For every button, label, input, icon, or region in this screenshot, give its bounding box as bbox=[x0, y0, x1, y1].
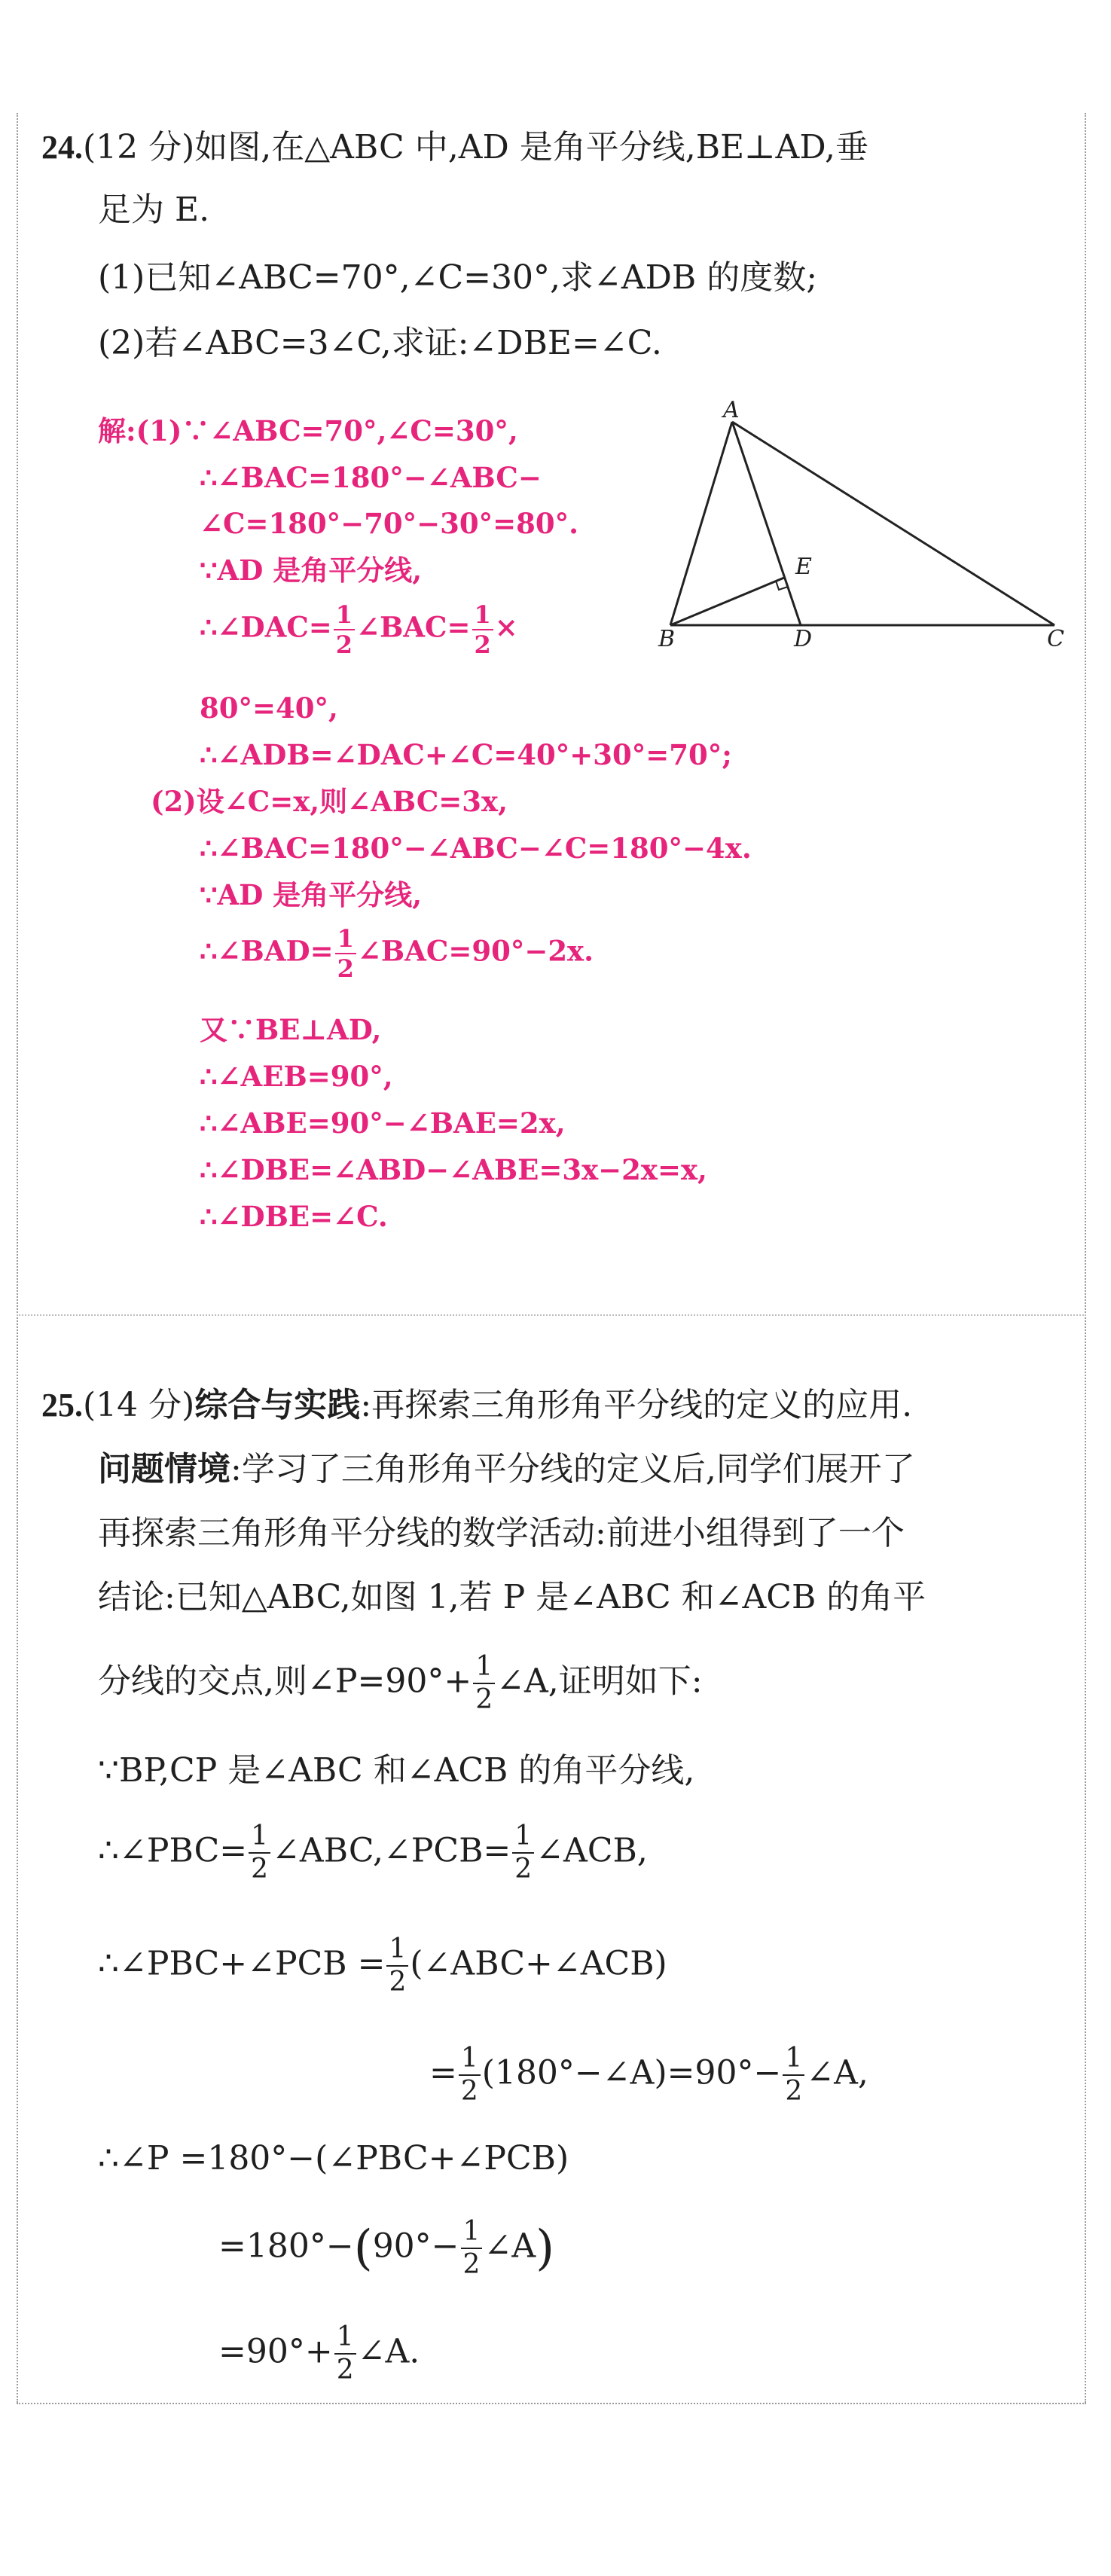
sol-11b: ∠BAC=90°−2x. bbox=[357, 934, 594, 968]
fraction-half: $\frac{1}{2}$ bbox=[334, 603, 355, 657]
label-E: E bbox=[795, 554, 812, 580]
label-A: A bbox=[723, 399, 740, 423]
q25-p6a: =180°− bbox=[218, 2227, 354, 2266]
page-border-left bbox=[17, 113, 20, 2403]
label-B: B bbox=[658, 626, 676, 648]
q25-p4c: ∠A, bbox=[806, 2053, 868, 2092]
sol-5b: ∠BAC= bbox=[356, 610, 471, 644]
sol-5c: × bbox=[494, 610, 518, 644]
label-D: D bbox=[794, 626, 813, 648]
q25-p7b: ∠A. bbox=[357, 2332, 420, 2371]
q25-proof2 bbox=[98, 1823, 648, 1883]
sol-line-9: ∴∠BAC=180°−∠ABC−∠C=180°−4x. bbox=[200, 832, 752, 865]
q24-line2: 足为 E. bbox=[98, 191, 210, 229]
q25-topic: 综合与实践 bbox=[194, 1386, 361, 1424]
sol-line-6: 80°=40°, bbox=[200, 691, 338, 725]
q25-score: (14 分) bbox=[83, 1386, 195, 1424]
q25-proof5: ∴∠P =180°−(∠PBC+∠PCB) bbox=[98, 2139, 569, 2178]
q25-p6b: 90°− bbox=[372, 2227, 459, 2266]
q25-p2a: ∴∠PBC= bbox=[98, 1831, 248, 1870]
q25-line1 bbox=[41, 1386, 912, 1426]
sol-line-11 bbox=[200, 926, 594, 981]
q25-5b: ∠A,证明如下: bbox=[496, 1662, 703, 1701]
sol-line-4: ∵AD 是角平分线, bbox=[200, 554, 423, 587]
sol-line-8: (2)设∠C=x,则∠ABC=3x, bbox=[151, 785, 508, 818]
fraction-half: $\frac{1}{2}$ bbox=[473, 1653, 495, 1714]
sol-line-15: ∴∠DBE=∠ABD−∠ABE=3x−2x=x, bbox=[200, 1153, 707, 1186]
q25-p3b: (∠ABC+∠ACB) bbox=[410, 1944, 667, 1983]
q25-subtitle: :再探索三角形角平分线的定义的应用. bbox=[360, 1386, 913, 1424]
fraction-half: $\frac{1}{2}$ bbox=[783, 2045, 804, 2105]
q25-context-label: 问题情境 bbox=[98, 1450, 230, 1488]
sol-line-3: ∠C=180°−70°−30°=80°. bbox=[200, 507, 579, 540]
edge-AB bbox=[670, 422, 732, 625]
sol-line-10: ∵AD 是角平分线, bbox=[200, 878, 423, 911]
sol-line-7: ∴∠ADB=∠DAC+∠C=40°+30°=70°; bbox=[200, 738, 732, 771]
sol-line-14: ∴∠ABE=90°−∠BAE=2x, bbox=[200, 1106, 566, 1140]
q24-part1: (1)已知∠ABC=70°,∠C=30°,求∠ADB 的度数; bbox=[98, 258, 818, 297]
fraction-half: $\frac{1}{2}$ bbox=[461, 2218, 483, 2278]
q25-line4: 结论:已知△ABC,如图 1,若 P 是∠ABC 和∠ACB 的角平 bbox=[98, 1578, 926, 1616]
q24-part2: (2)若∠ABC=3∠C,求证:∠DBE=∠C. bbox=[98, 324, 662, 362]
q25-number: 25. bbox=[41, 1387, 83, 1424]
right-paren: ) bbox=[536, 2220, 555, 2276]
q25-line3: 再探索三角形角平分线的数学活动:前进小组得到了一个 bbox=[98, 1514, 905, 1552]
q25-p3a: ∴∠PBC+∠PCB = bbox=[98, 1944, 386, 1983]
fraction-half: $\frac{1}{2}$ bbox=[386, 1936, 408, 1996]
q25-proof4 bbox=[429, 2045, 868, 2105]
q25-context-text: :学习了三角形角平分线的定义后,同学们展开了 bbox=[230, 1450, 915, 1488]
triangle-figure bbox=[648, 399, 1070, 648]
q25-proof1: ∵BP,CP 是∠ABC 和∠ACB 的角平分线, bbox=[98, 1751, 695, 1790]
q25-proof7 bbox=[218, 2321, 420, 2385]
q25-p4a: = bbox=[429, 2053, 457, 2092]
sol-line-16: ∴∠DBE=∠C. bbox=[200, 1200, 388, 1233]
sol-line-13: ∴∠AEB=90°, bbox=[200, 1060, 393, 1093]
q24-text-1: (12 分)如图,在△ABC 中,AD 是角平分线,BE⊥AD,垂 bbox=[83, 128, 869, 166]
sol-5a: ∴∠DAC= bbox=[200, 610, 332, 644]
edge-AC bbox=[732, 422, 1055, 625]
segment-BE bbox=[670, 578, 784, 625]
q25-p2b: ∠ABC,∠PCB= bbox=[272, 1831, 511, 1870]
left-paren: ( bbox=[353, 2220, 373, 2276]
page-border-right bbox=[1085, 113, 1088, 2403]
q25-proof6 bbox=[218, 2218, 554, 2278]
q25-line5 bbox=[98, 1653, 703, 1714]
fraction-half: $\frac{1}{2}$ bbox=[459, 2045, 481, 2105]
sol-line-2: ∴∠BAC=180°−∠ABC− bbox=[200, 461, 542, 494]
sol-line-5 bbox=[200, 600, 518, 659]
q25-p7a: =90°+ bbox=[218, 2332, 333, 2371]
q25-line2 bbox=[98, 1450, 915, 1490]
label-C: C bbox=[1047, 626, 1064, 648]
q24-line1 bbox=[41, 128, 868, 168]
page-border-bottom bbox=[17, 2403, 1086, 2404]
sol-line-1: 解:(1)∵∠ABC=70°,∠C=30°, bbox=[98, 414, 518, 447]
fraction-half: $\frac{1}{2}$ bbox=[512, 1823, 534, 1883]
question-divider bbox=[17, 1314, 1086, 1316]
q25-proof3 bbox=[98, 1936, 667, 1996]
sol-line-12: 又∵BE⊥AD, bbox=[200, 1013, 382, 1046]
q25-p6c: ∠A bbox=[484, 2227, 536, 2266]
fraction-half: $\frac{1}{2}$ bbox=[472, 603, 493, 657]
fraction-half: $\frac{1}{2}$ bbox=[249, 1823, 270, 1883]
q24-number: 24. bbox=[41, 129, 83, 166]
q25-5a: 分线的交点,则∠P=90°+ bbox=[98, 1662, 472, 1701]
q25-p2c: ∠ACB, bbox=[536, 1831, 648, 1870]
sol-11a: ∴∠BAD= bbox=[200, 934, 334, 968]
fraction-half: $\frac{1}{2}$ bbox=[334, 2324, 356, 2384]
q25-p4b: (180°−∠A)=90°− bbox=[481, 2053, 782, 2092]
fraction-half: $\frac{1}{2}$ bbox=[335, 926, 356, 981]
